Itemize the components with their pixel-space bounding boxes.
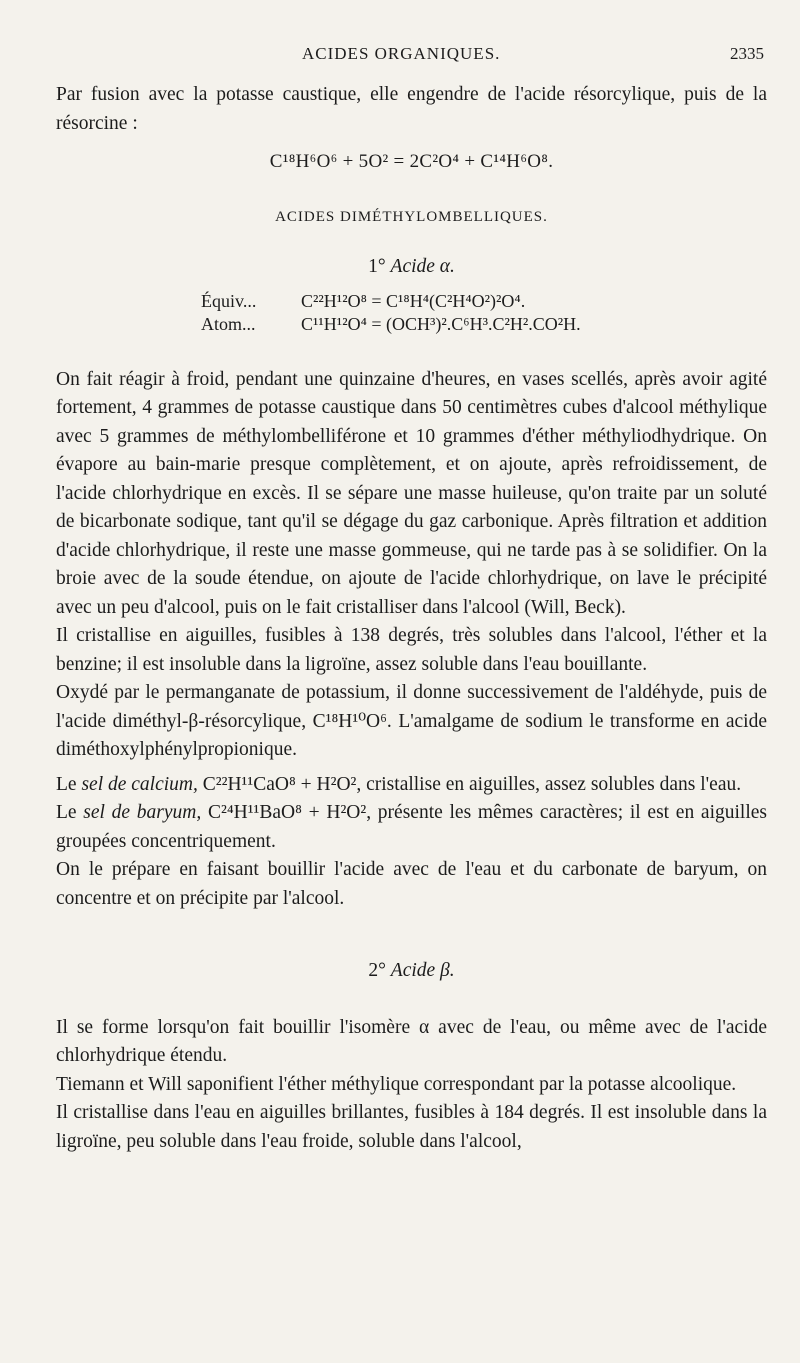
beta-formation-paragraph: Il se forme lorsqu'on fait bouillir l'isomère α avec de l'eau, ou même avec de l'acide chlorhydrique étendu. <box>56 1016 767 1066</box>
running-title: ACIDES ORGANIQUES. <box>302 44 501 63</box>
acid-beta-title <box>56 957 767 986</box>
alpha-properties-paragraph: Il cristallise en aiguilles, fusibles à 138 degrés, très solubles dans l'alcool, l'éther et la benzine; il est insoluble dans la ligroïne, assez soluble dans l'eau bouillante. <box>56 625 767 675</box>
acid-beta-number: 2° <box>368 960 386 981</box>
calcium-prefix: Le <box>56 773 77 795</box>
acid-alpha-title <box>56 253 767 282</box>
baryum-preparation-paragraph: On le prépare en faisant bouillir l'acide avec de l'eau et du carbonate de baryum, on concentre et on précipite par l'alcool. <box>56 859 767 909</box>
calcium-salt-paragraph <box>56 771 767 800</box>
alpha-oxidation-paragraph: Oxydé par le permanganate de potassium, il donne successivement de l'aldéhyde, puis de l'acide diméthyl-β-résorcylique, C¹⁸H¹⁰O⁶. L'amalgame de sodium le transforme en acide diméthoxylphénylpropionique. <box>56 682 767 760</box>
acid-beta-name: Acide β. <box>390 960 455 981</box>
equiv-row <box>201 290 767 313</box>
intro-formula: C¹⁸H⁶O⁶ + 5O² = 2C²O⁴ + C¹⁴H⁶O⁸. <box>269 151 554 172</box>
atom-formula: C¹¹H¹²O⁴ = (OCH³)².C⁶H³.C²H².CO²H. <box>301 313 581 334</box>
beta-saponification-paragraph: Tiemann et Will saponifient l'éther méthylique correspondant par la potasse alcoolique. <box>56 1073 737 1095</box>
equiv-formula: C²²H¹²O⁸ = C¹⁸H⁴(C²H⁴O²)²O⁴. <box>301 290 526 311</box>
calcium-salt-name: sel de calcium, <box>81 773 198 795</box>
page-content <box>56 81 767 1156</box>
atom-label: Atom... <box>201 313 256 334</box>
baryum-salt-name: sel de baryum, <box>83 802 202 823</box>
acid-alpha-formulas <box>201 290 767 336</box>
equiv-label: Équiv... <box>201 290 257 311</box>
beta-properties-paragraph: Il cristallise dans l'eau en aiguilles brillantes, fusibles à 184 degrés. Il est insoluble dans la ligroïne, peu soluble dans l'eau froide, soluble dans l'alcool, <box>56 1102 767 1152</box>
acid-alpha-number: 1° <box>368 256 386 277</box>
baryum-salt-text: C²⁴H¹¹BaO⁸ + H²O², présente les mêmes caractères; il est en aiguilles groupées concentriquement. <box>56 802 767 852</box>
calcium-salt-text: C²²H¹¹CaO⁸ + H²O², cristallise en aiguilles, assez solubles dans l'eau. <box>202 773 742 795</box>
acid-alpha-name: Acide α. <box>390 256 455 277</box>
intro-paragraph: Par fusion avec la potasse caustique, elle engendre de l'acide résorcylique, puis de la résorcine : <box>56 84 767 134</box>
baryum-salt-paragraph <box>56 799 767 856</box>
page-number: 2335 <box>730 44 764 63</box>
atom-row <box>201 313 767 336</box>
page-header <box>0 44 800 70</box>
section-heading: ACIDES DIMÉTHYLOMBELLIQUES. <box>275 208 548 225</box>
baryum-prefix: Le <box>56 802 77 823</box>
alpha-preparation-paragraph: On fait réagir à froid, pendant une quinzaine d'heures, en vases scellés, après avoir agité fortement, 4 grammes de potasse caustique dans 50 centimètres cubes d'alcool méthylique avec 5 grammes de méthylombelliférone et 10 grammes d'éther méthyliodhydrique. On évapore au bain-marie presque complètement, et on ajoute, après refroidissement, de l'acide chlorhydrique en excès. Il se sépare une masse huileuse, qu'on traite par un soluté de bicarbonate sodique, tant qu'il se dégage du gaz carbonique. Après filtration et addition d'acide chlorhydrique, il reste une masse gommeuse, qui ne tarde pas à se solidifier. On la broie avec de la soude étendue, on ajoute de l'acide chlorhydrique, on lave le précipité avec un peu d'alcool, puis on le fait cristalliser dans l'alcool (Will, Beck). <box>56 368 767 618</box>
